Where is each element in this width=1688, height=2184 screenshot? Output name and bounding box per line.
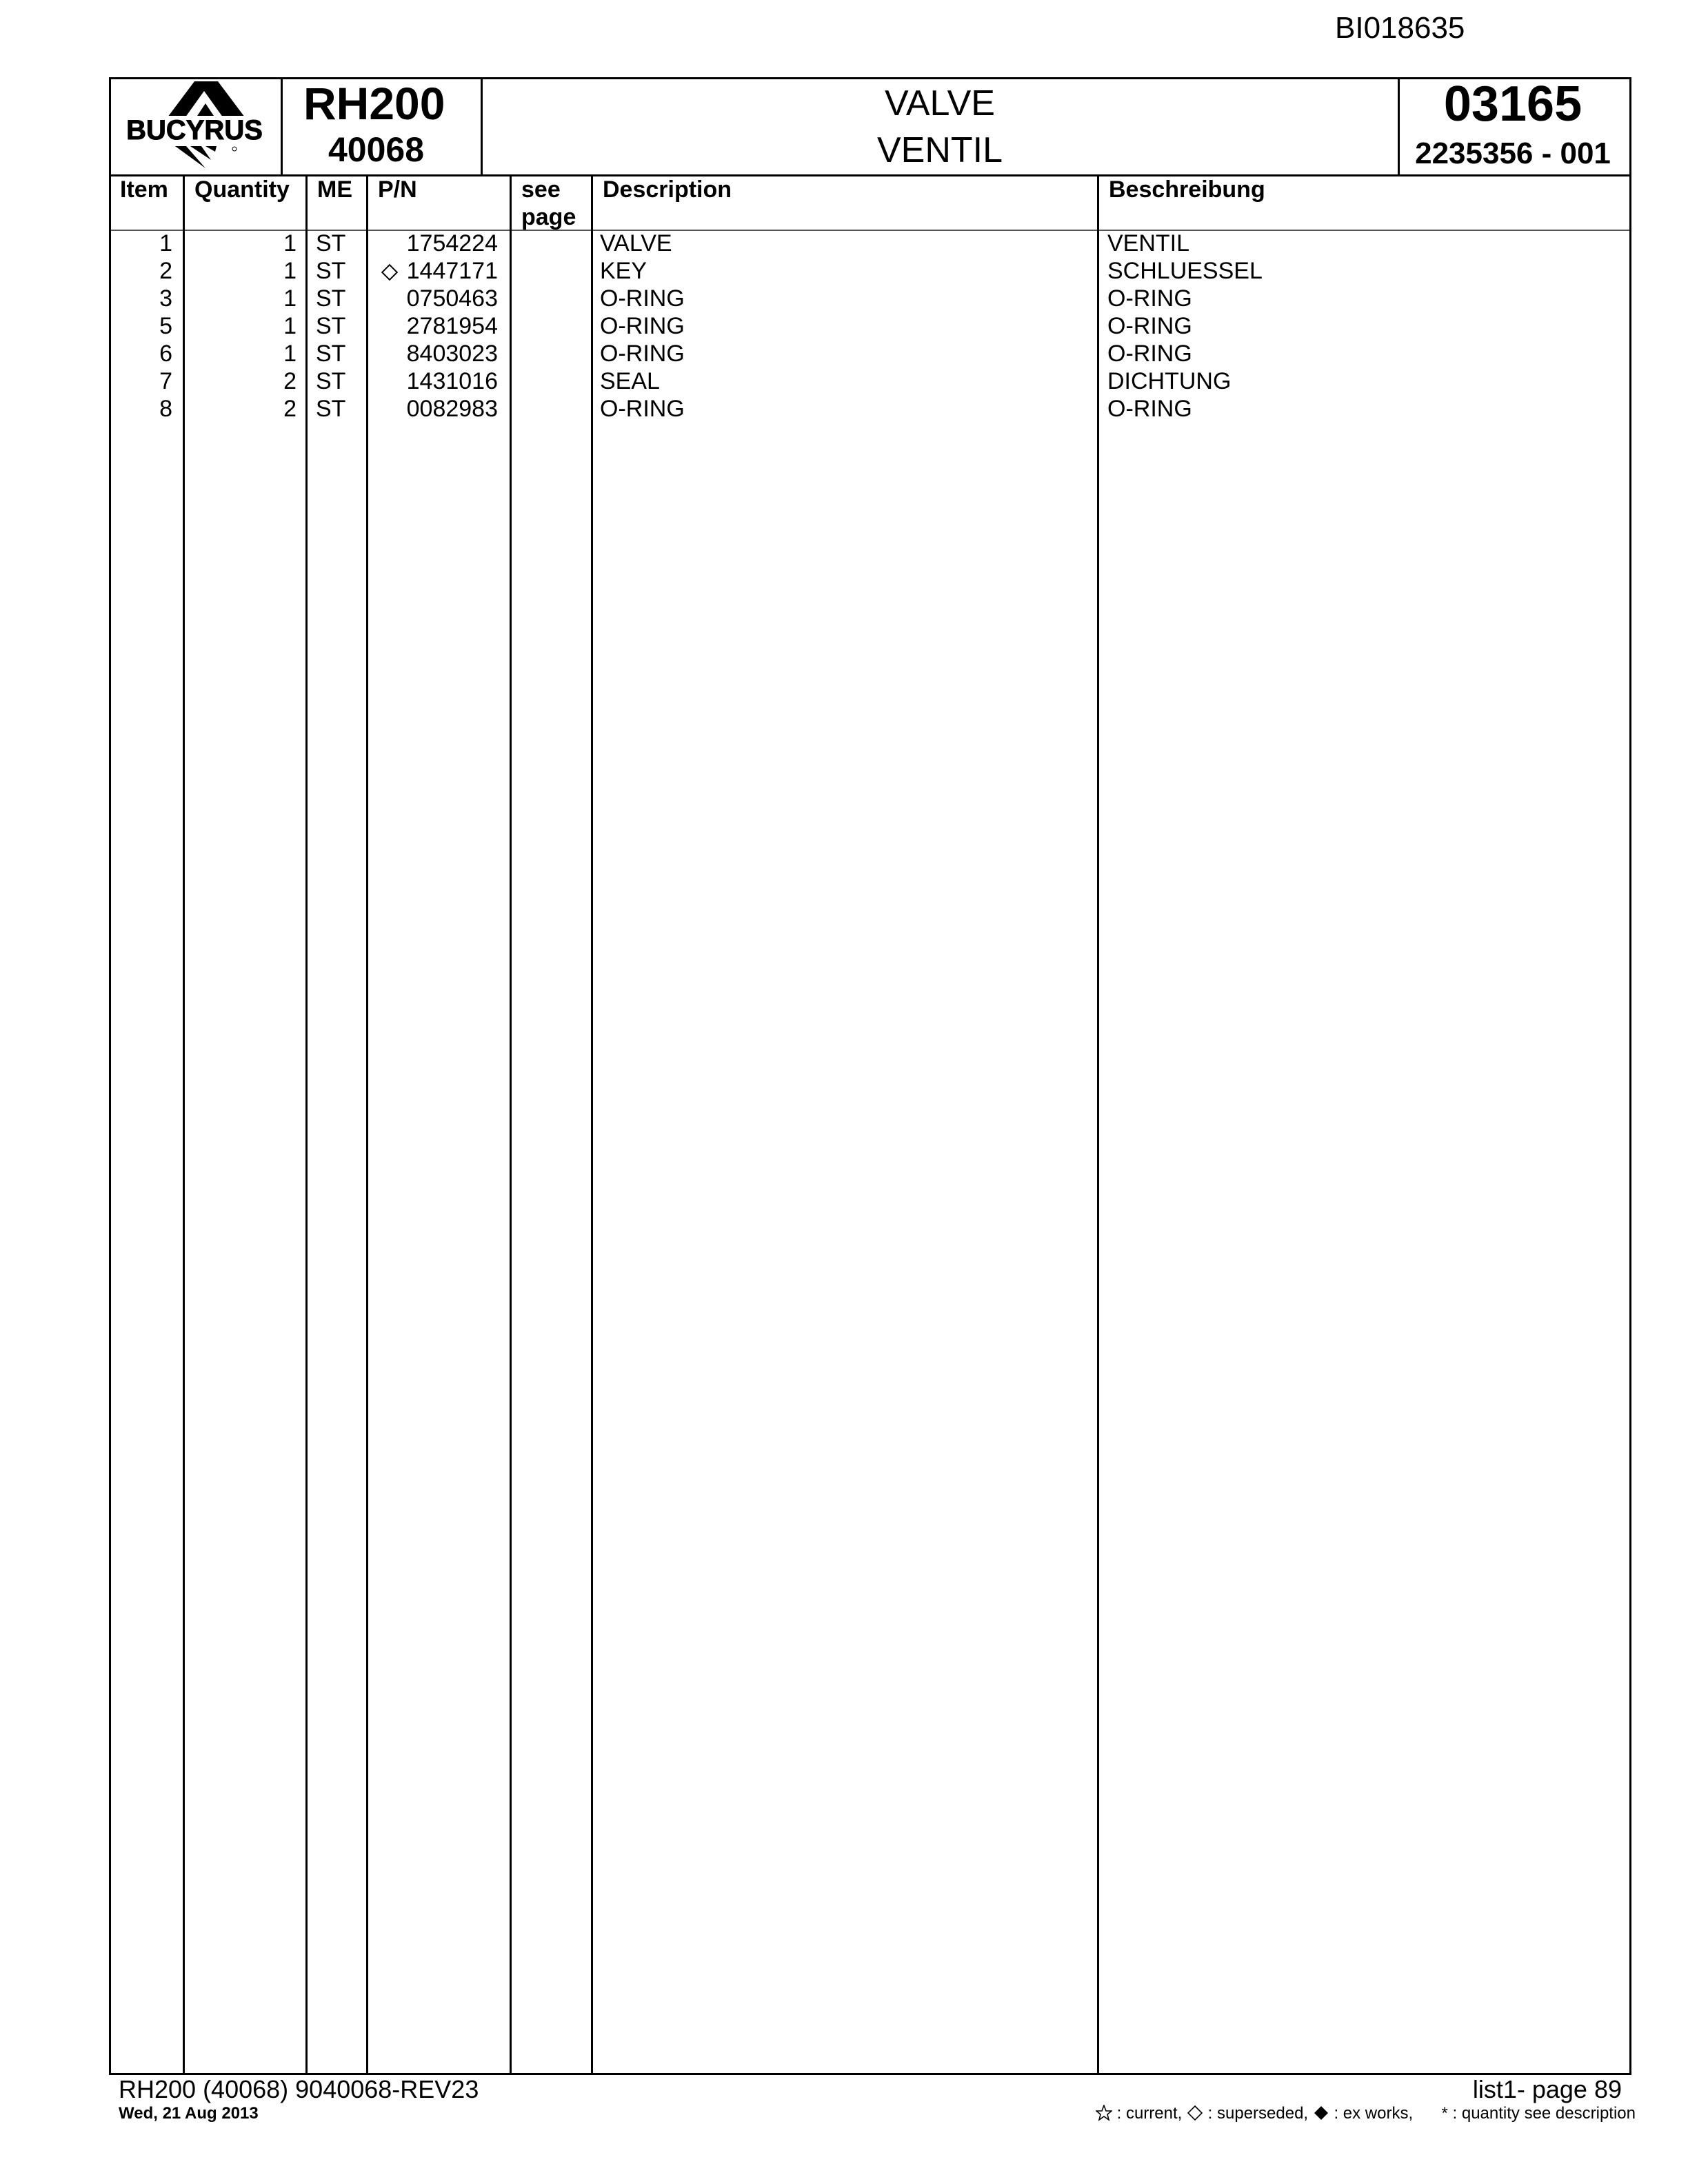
footer-date: Wed, 21 Aug 2013: [119, 2104, 259, 2123]
document-id: BI018635: [1335, 11, 1465, 45]
col-divider-item: [183, 174, 185, 2073]
row-quantity: 1: [283, 341, 297, 367]
superseded-diamond-icon: [381, 263, 399, 281]
row-beschreibung: O-RING: [1107, 313, 1192, 339]
row-pn: 0082983: [406, 396, 498, 422]
legend-current: : current,: [1116, 2104, 1183, 2123]
model-number: RH200: [303, 78, 445, 129]
row-item: 1: [159, 230, 172, 256]
logo-text: BUCYRUS: [126, 115, 263, 145]
row-pn: 1754224: [406, 230, 498, 256]
row-description: KEY: [600, 258, 647, 284]
row-description: O-RING: [600, 313, 685, 339]
row-beschreibung: SCHLUESSEL: [1107, 258, 1263, 284]
row-quantity: 2: [283, 368, 297, 394]
title-english: VALVE: [885, 83, 995, 123]
header-pn: P/N: [378, 176, 417, 203]
col-divider-see-page: [591, 174, 593, 2073]
legend-superseded: : superseded,: [1207, 2104, 1309, 2123]
serial-number: 40068: [328, 130, 425, 169]
header-quantity: Quantity: [194, 176, 290, 203]
row-description: O-RING: [600, 285, 685, 312]
row-beschreibung: O-RING: [1107, 341, 1192, 367]
row-pn: 1431016: [406, 368, 498, 394]
row-quantity: 1: [283, 258, 297, 284]
row-quantity: 1: [283, 313, 297, 339]
header-see-page-line2: page: [521, 204, 576, 230]
row-beschreibung: VENTIL: [1107, 230, 1190, 256]
row-item: 2: [159, 258, 172, 284]
bucyrus-logo: [117, 80, 276, 171]
legend: [1096, 2104, 1636, 2123]
header-item: Item: [120, 176, 168, 203]
row-item: 3: [159, 285, 172, 312]
row-me: ST: [316, 258, 346, 284]
row-description: O-RING: [600, 341, 685, 367]
row-pn: 2781954: [406, 313, 498, 339]
row-item: 7: [159, 368, 172, 394]
col-divider-quantity: [305, 174, 308, 2073]
diamond-filled-icon: [1313, 2105, 1329, 2121]
reference-number: 2235356 - 001: [1415, 136, 1611, 170]
row-pn: 0750463: [406, 285, 498, 312]
row-me: ST: [316, 396, 346, 422]
row-quantity: 2: [283, 396, 297, 422]
header-description: Description: [603, 176, 732, 203]
row-me: ST: [316, 313, 346, 339]
col-divider-pn: [510, 174, 512, 2073]
footer-document-ref: RH200 (40068) 9040068-REV23: [119, 2075, 479, 2103]
row-quantity: 1: [283, 230, 297, 256]
row-pn: 1447171: [406, 258, 498, 284]
row-quantity: 1: [283, 285, 297, 312]
legend-ex-works: : ex works,: [1334, 2104, 1414, 2123]
row-description: SEAL: [600, 368, 660, 394]
row-description: O-RING: [600, 396, 685, 422]
footer-page-number: list1- page 89: [1472, 2075, 1622, 2103]
title-german: VENTIL: [876, 130, 1003, 170]
row-item: 5: [159, 313, 172, 339]
row-pn: 8403023: [406, 341, 498, 367]
col-divider-description: [1097, 174, 1099, 2073]
row-item: 8: [159, 396, 172, 422]
row-beschreibung: O-RING: [1107, 396, 1192, 422]
row-me: ST: [316, 368, 346, 394]
header-beschreibung: Beschreibung: [1109, 176, 1265, 203]
star-outline-icon: [1096, 2105, 1112, 2121]
row-beschreibung: O-RING: [1107, 285, 1192, 312]
col-divider-me: [366, 174, 368, 2073]
header-see-page-line1: see: [521, 176, 561, 203]
row-me: ST: [316, 341, 346, 367]
row-me: ST: [316, 285, 346, 312]
row-beschreibung: DICHTUNG: [1107, 368, 1232, 394]
row-description: VALVE: [600, 230, 672, 256]
row-item: 6: [159, 341, 172, 367]
logo-divider: [281, 79, 283, 174]
header-me: ME: [317, 176, 352, 203]
diamond-outline-icon: [1187, 2105, 1203, 2121]
group-number: 03165: [1443, 77, 1582, 132]
row-me: ST: [316, 230, 346, 256]
legend-quantity: * : quantity see description: [1441, 2104, 1636, 2123]
